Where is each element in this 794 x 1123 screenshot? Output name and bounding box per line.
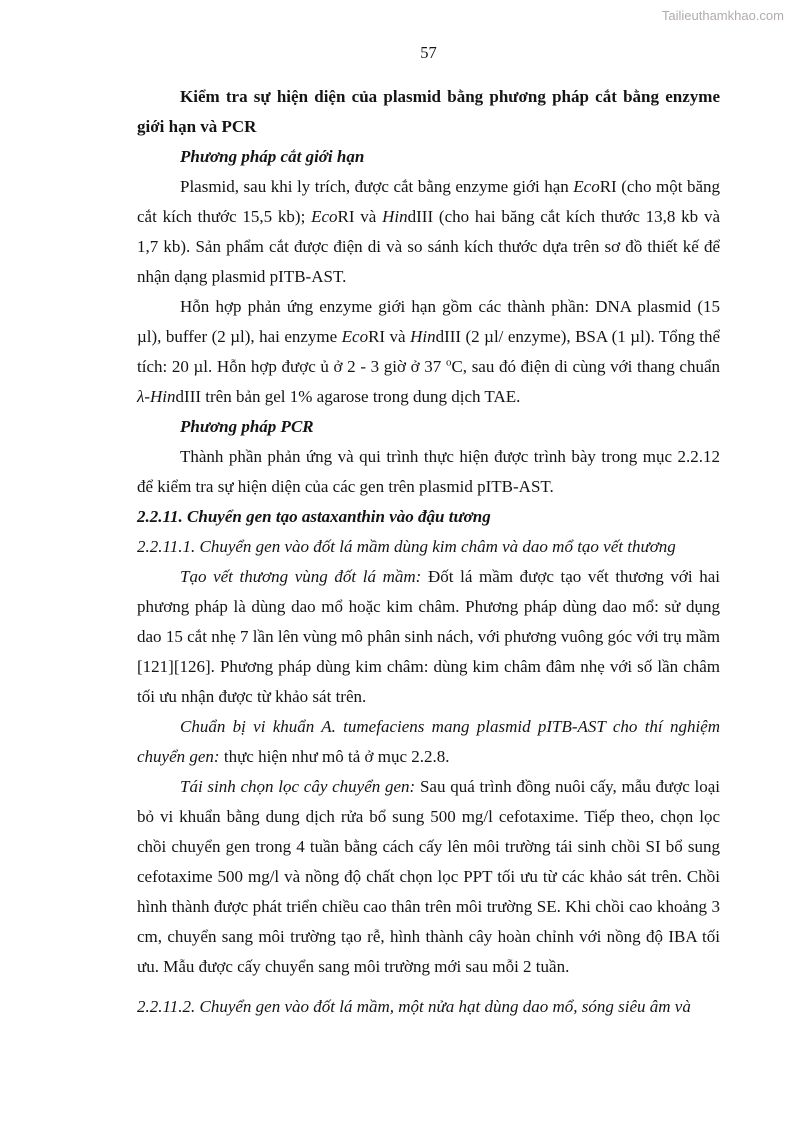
text-run: Hỗn hợp phản ứng enzyme giới hạn gồm các thành phần: DNA plasmid (15 µl), buffer (2 µl), hai enzyme bbox=[137, 297, 720, 346]
text-run: Chuẩn bị vi khuẩn A. tumefaciens mang plasmid pITB-AST cho thí nghiệm chuyển gen: bbox=[137, 717, 720, 766]
text-run: Phương pháp cắt giới hạn bbox=[180, 147, 365, 166]
watermark: Tailieuthamkhao.com bbox=[661, 8, 784, 23]
text-run: Hin bbox=[382, 207, 408, 226]
text-run: RI và bbox=[337, 207, 383, 226]
heading-plasmid-check bbox=[137, 82, 720, 142]
para-regeneration bbox=[137, 772, 720, 982]
para-reaction-mix bbox=[137, 292, 720, 412]
text-run: λ-Hin bbox=[137, 387, 176, 406]
text-run: Plasmid, sau khi ly trích, được cắt bằng enzyme giới hạn bbox=[180, 177, 574, 196]
text-run: Kiểm tra sự hiện diện của plasmid bằng phương pháp cắt bằng enzyme giới hạn và PCR bbox=[137, 87, 720, 136]
text-run: 2.2.11.1. Chuyển gen vào đốt lá mầm dùng kim châm và dao mổ tạo vết thương bbox=[137, 537, 676, 556]
text-run: Phương pháp PCR bbox=[180, 417, 314, 436]
text-run: o bbox=[445, 356, 452, 369]
text-run: thực hiện như mô tả ở mục 2.2.8. bbox=[223, 747, 450, 766]
document-body bbox=[137, 82, 720, 1022]
text-run: RI và bbox=[368, 327, 411, 346]
page-number: 57 bbox=[420, 43, 437, 62]
para-bacteria-prep bbox=[137, 712, 720, 772]
para-pcr-components bbox=[137, 442, 720, 502]
text-run: dIII trên bản gel 1% agarose trong dung dịch TAE. bbox=[175, 387, 521, 406]
para-plasmid-digest bbox=[137, 172, 720, 292]
text-run: Hin bbox=[410, 327, 436, 346]
text-run: Eco bbox=[341, 327, 369, 346]
text-run: Tạo vết thương vùng đốt lá mầm: bbox=[180, 567, 428, 586]
text-run: Sau quá trình đồng nuôi cấy, mẫu được loại bỏ vi khuẩn bằng dung dịch rửa bổ sung 500 mg/l cefotaxime. Tiếp theo, chọn lọc chồi chuyển gen trong 4 tuần bằng cách cấy lên môi trường tái sinh chồi SI bổ sung cefotaxime 500 mg/l và nồng độ chất chọn lọc PPT tối ưu từ các khảo sát trên. Chồi hình thành được phát triển chiều cao thân trên môi trường SE. Khi chồi cao khoảng 3 cm, chuyển sang môi trường tạo rễ, hình thành cây hoàn chỉnh với nồng độ IBA tối ưu. Mẫu được cấy chuyển sang môi trường mới sau mỗi 2 tuần. bbox=[137, 777, 721, 976]
text-run: 2.2.11.2. Chuyển gen vào đốt lá mầm, một nửa hạt dùng dao mổ, sóng siêu âm và bbox=[137, 997, 691, 1016]
text-run: Eco bbox=[311, 207, 338, 226]
text-run: Eco bbox=[573, 177, 600, 196]
subheading-pcr-method bbox=[137, 412, 720, 442]
subheading-restriction-method bbox=[137, 142, 720, 172]
subsection-2-2-11-1 bbox=[137, 532, 720, 562]
para-wounding bbox=[137, 562, 720, 712]
text-run: C, sau đó điện di cùng với thang chuẩn bbox=[451, 357, 721, 376]
text-run: Thành phần phản ứng và qui trình thực hiện được trình bày trong mục 2.2.12 để kiểm tra sự hiện diện của các gen trên plasmid pITB-AST. bbox=[137, 447, 720, 496]
subsection-2-2-11-2 bbox=[137, 992, 720, 1022]
text-run: dIII (cho hai băng cắt kích thước 13,8 kb và 1,7 kb). Sản phẩm cắt được điện di và so sánh kích thước dựa trên sơ đồ thiết kế để nhận dạng plasmid pITB-AST. bbox=[137, 207, 720, 286]
text-run: 2.2.11. Chuyển gen tạo astaxanthin vào đậu tương bbox=[137, 507, 491, 526]
text-run: Đốt lá mầm được tạo vết thương với hai phương pháp là dùng dao mổ hoặc kim châm. Phương pháp dùng dao mổ: sử dụng dao 15 cắt nhẹ 7 lần lên vùng mô phân sinh nách, với phương vuông góc với trụ mầm [121][126]. Phương pháp dùng kim châm: dùng kim châm đâm nhẹ với số lần châm tối ưu nhận được từ khảo sát trên. bbox=[137, 567, 720, 706]
section-2-2-11 bbox=[137, 502, 720, 532]
text-run: RI (cho một băng cắt kích thước 15,5 kb); bbox=[137, 177, 720, 226]
text-run: dIII (2 µl/ enzyme), BSA (1 µl). Tổng thể tích: 20 µl. Hỗn hợp được ủ ở 2 - 3 giờ ở 37 bbox=[137, 327, 721, 376]
text-run: Tái sinh chọn lọc cây chuyển gen: bbox=[180, 777, 420, 796]
